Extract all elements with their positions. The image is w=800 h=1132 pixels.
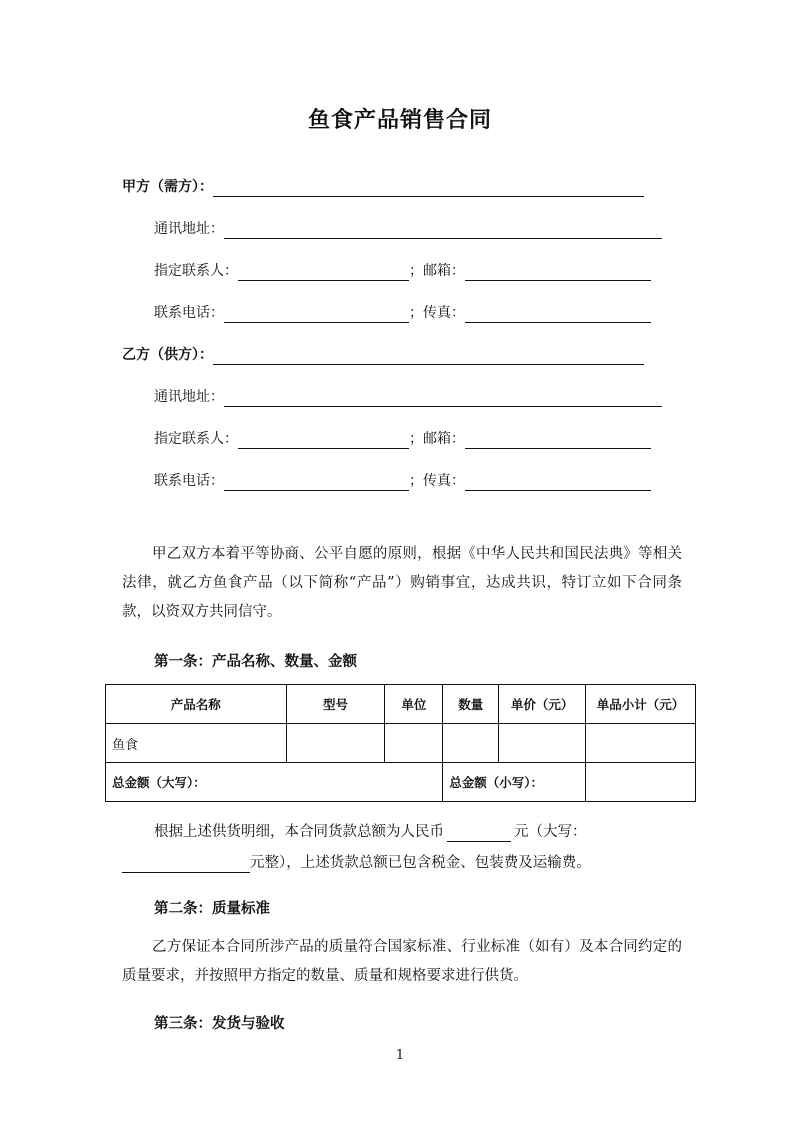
article2-body: 乙方保证本合同所涉产品的质量符合国家标准、行业标准（如有）及本合同约定的质量要求，并按照甲方指定的数量、质量和规格要求进行供货。 bbox=[122, 939, 682, 984]
product-table bbox=[105, 684, 696, 802]
subtotal-cell[interactable] bbox=[586, 724, 696, 763]
total-amount-upper-field[interactable] bbox=[122, 856, 250, 873]
model-cell[interactable] bbox=[286, 724, 385, 763]
party-b-email-field[interactable] bbox=[465, 432, 651, 449]
unit-price-cell[interactable] bbox=[499, 724, 586, 763]
party-a-phone-label: 联系电话： bbox=[154, 305, 224, 321]
party-b-address-field[interactable] bbox=[224, 390, 662, 407]
table-header-cell: 数量 bbox=[443, 685, 499, 724]
table-header-row bbox=[106, 685, 696, 724]
party-a-phone-row bbox=[154, 303, 651, 325]
party-b-address-row bbox=[154, 387, 662, 409]
party-b-fax-label: ；传真： bbox=[409, 473, 465, 489]
party-a-address-label: 通讯地址： bbox=[154, 221, 224, 237]
article2-heading: 第二条：质量标准 bbox=[154, 901, 270, 917]
total-lower-value[interactable] bbox=[586, 763, 696, 802]
party-a-phone-field[interactable] bbox=[224, 306, 409, 323]
table-row bbox=[106, 724, 696, 763]
party-a-fax-label: ；传真： bbox=[409, 305, 465, 321]
table-total-row bbox=[106, 763, 696, 802]
quantity-cell[interactable] bbox=[443, 724, 499, 763]
party-b-email-label: ；邮箱： bbox=[409, 431, 465, 447]
party-a-name-field[interactable] bbox=[213, 180, 644, 197]
article1-heading: 第一条：产品名称、数量、金额 bbox=[154, 654, 357, 670]
party-b-phone-label: 联系电话： bbox=[154, 473, 224, 489]
table-header-cell: 单位 bbox=[385, 685, 443, 724]
party-a-contact-row bbox=[154, 261, 651, 283]
party-b-fax-field[interactable] bbox=[465, 474, 651, 491]
party-b-phone-field[interactable] bbox=[224, 474, 409, 491]
unit-cell[interactable] bbox=[385, 724, 443, 763]
table-header-cell: 单价（元） bbox=[499, 685, 586, 724]
party-b-contact-label: 指定联系人： bbox=[154, 431, 238, 447]
table-header-cell: 单品小计（元） bbox=[586, 685, 696, 724]
party-b-contact-field[interactable] bbox=[238, 432, 409, 449]
party-a-fax-field[interactable] bbox=[465, 306, 651, 323]
party-a-address-field[interactable] bbox=[224, 222, 662, 239]
party-a-label: 甲方（需方）： bbox=[122, 179, 213, 195]
party-a-row bbox=[122, 177, 644, 199]
party-b-label: 乙方（供方）： bbox=[122, 347, 213, 363]
summary-text-1: 根据上述供货明细，本合同货款总额为人民币 bbox=[154, 824, 444, 840]
party-a-email-field[interactable] bbox=[465, 264, 651, 281]
total-lower-label: 总金额（小写）： bbox=[443, 763, 586, 802]
product-name-cell: 鱼食 bbox=[106, 724, 287, 763]
article3-heading: 第三条：发货与验收 bbox=[154, 1016, 285, 1032]
party-b-row bbox=[122, 345, 644, 367]
summary-line-1 bbox=[154, 822, 587, 844]
party-b-phone-row bbox=[154, 471, 651, 493]
page-number: 1 bbox=[395, 1048, 405, 1063]
document-title: 鱼食产品销售合同 bbox=[307, 108, 492, 133]
intro-paragraph: 甲乙双方本着平等协商、公平自愿的原则，根据《中华人民共和国民法典》等相关法律，就乙方鱼食产品（以下简称“产品”）购销事宜，达成共识，特订立如下合同条款，以资双方共同信守。 bbox=[122, 546, 682, 620]
party-a-contact-field[interactable] bbox=[238, 264, 409, 281]
total-upper-label[interactable]: 总金额（大写）： bbox=[106, 763, 443, 802]
table-header-cell: 产品名称 bbox=[106, 685, 287, 724]
summary-line-2 bbox=[122, 853, 591, 875]
summary-text-3: 元整），上述货款总额已包含税金、包装费及运输费。 bbox=[250, 855, 591, 871]
party-b-contact-row bbox=[154, 429, 651, 451]
table-header-cell: 型号 bbox=[286, 685, 385, 724]
party-b-name-field[interactable] bbox=[213, 348, 644, 365]
summary-text-2: 元（大写： bbox=[514, 824, 587, 840]
party-b-address-label: 通讯地址： bbox=[154, 389, 224, 405]
total-amount-field[interactable] bbox=[447, 825, 511, 842]
party-a-contact-label: 指定联系人： bbox=[154, 263, 238, 279]
party-a-address-row bbox=[154, 219, 662, 241]
party-a-email-label: ；邮箱： bbox=[409, 263, 465, 279]
